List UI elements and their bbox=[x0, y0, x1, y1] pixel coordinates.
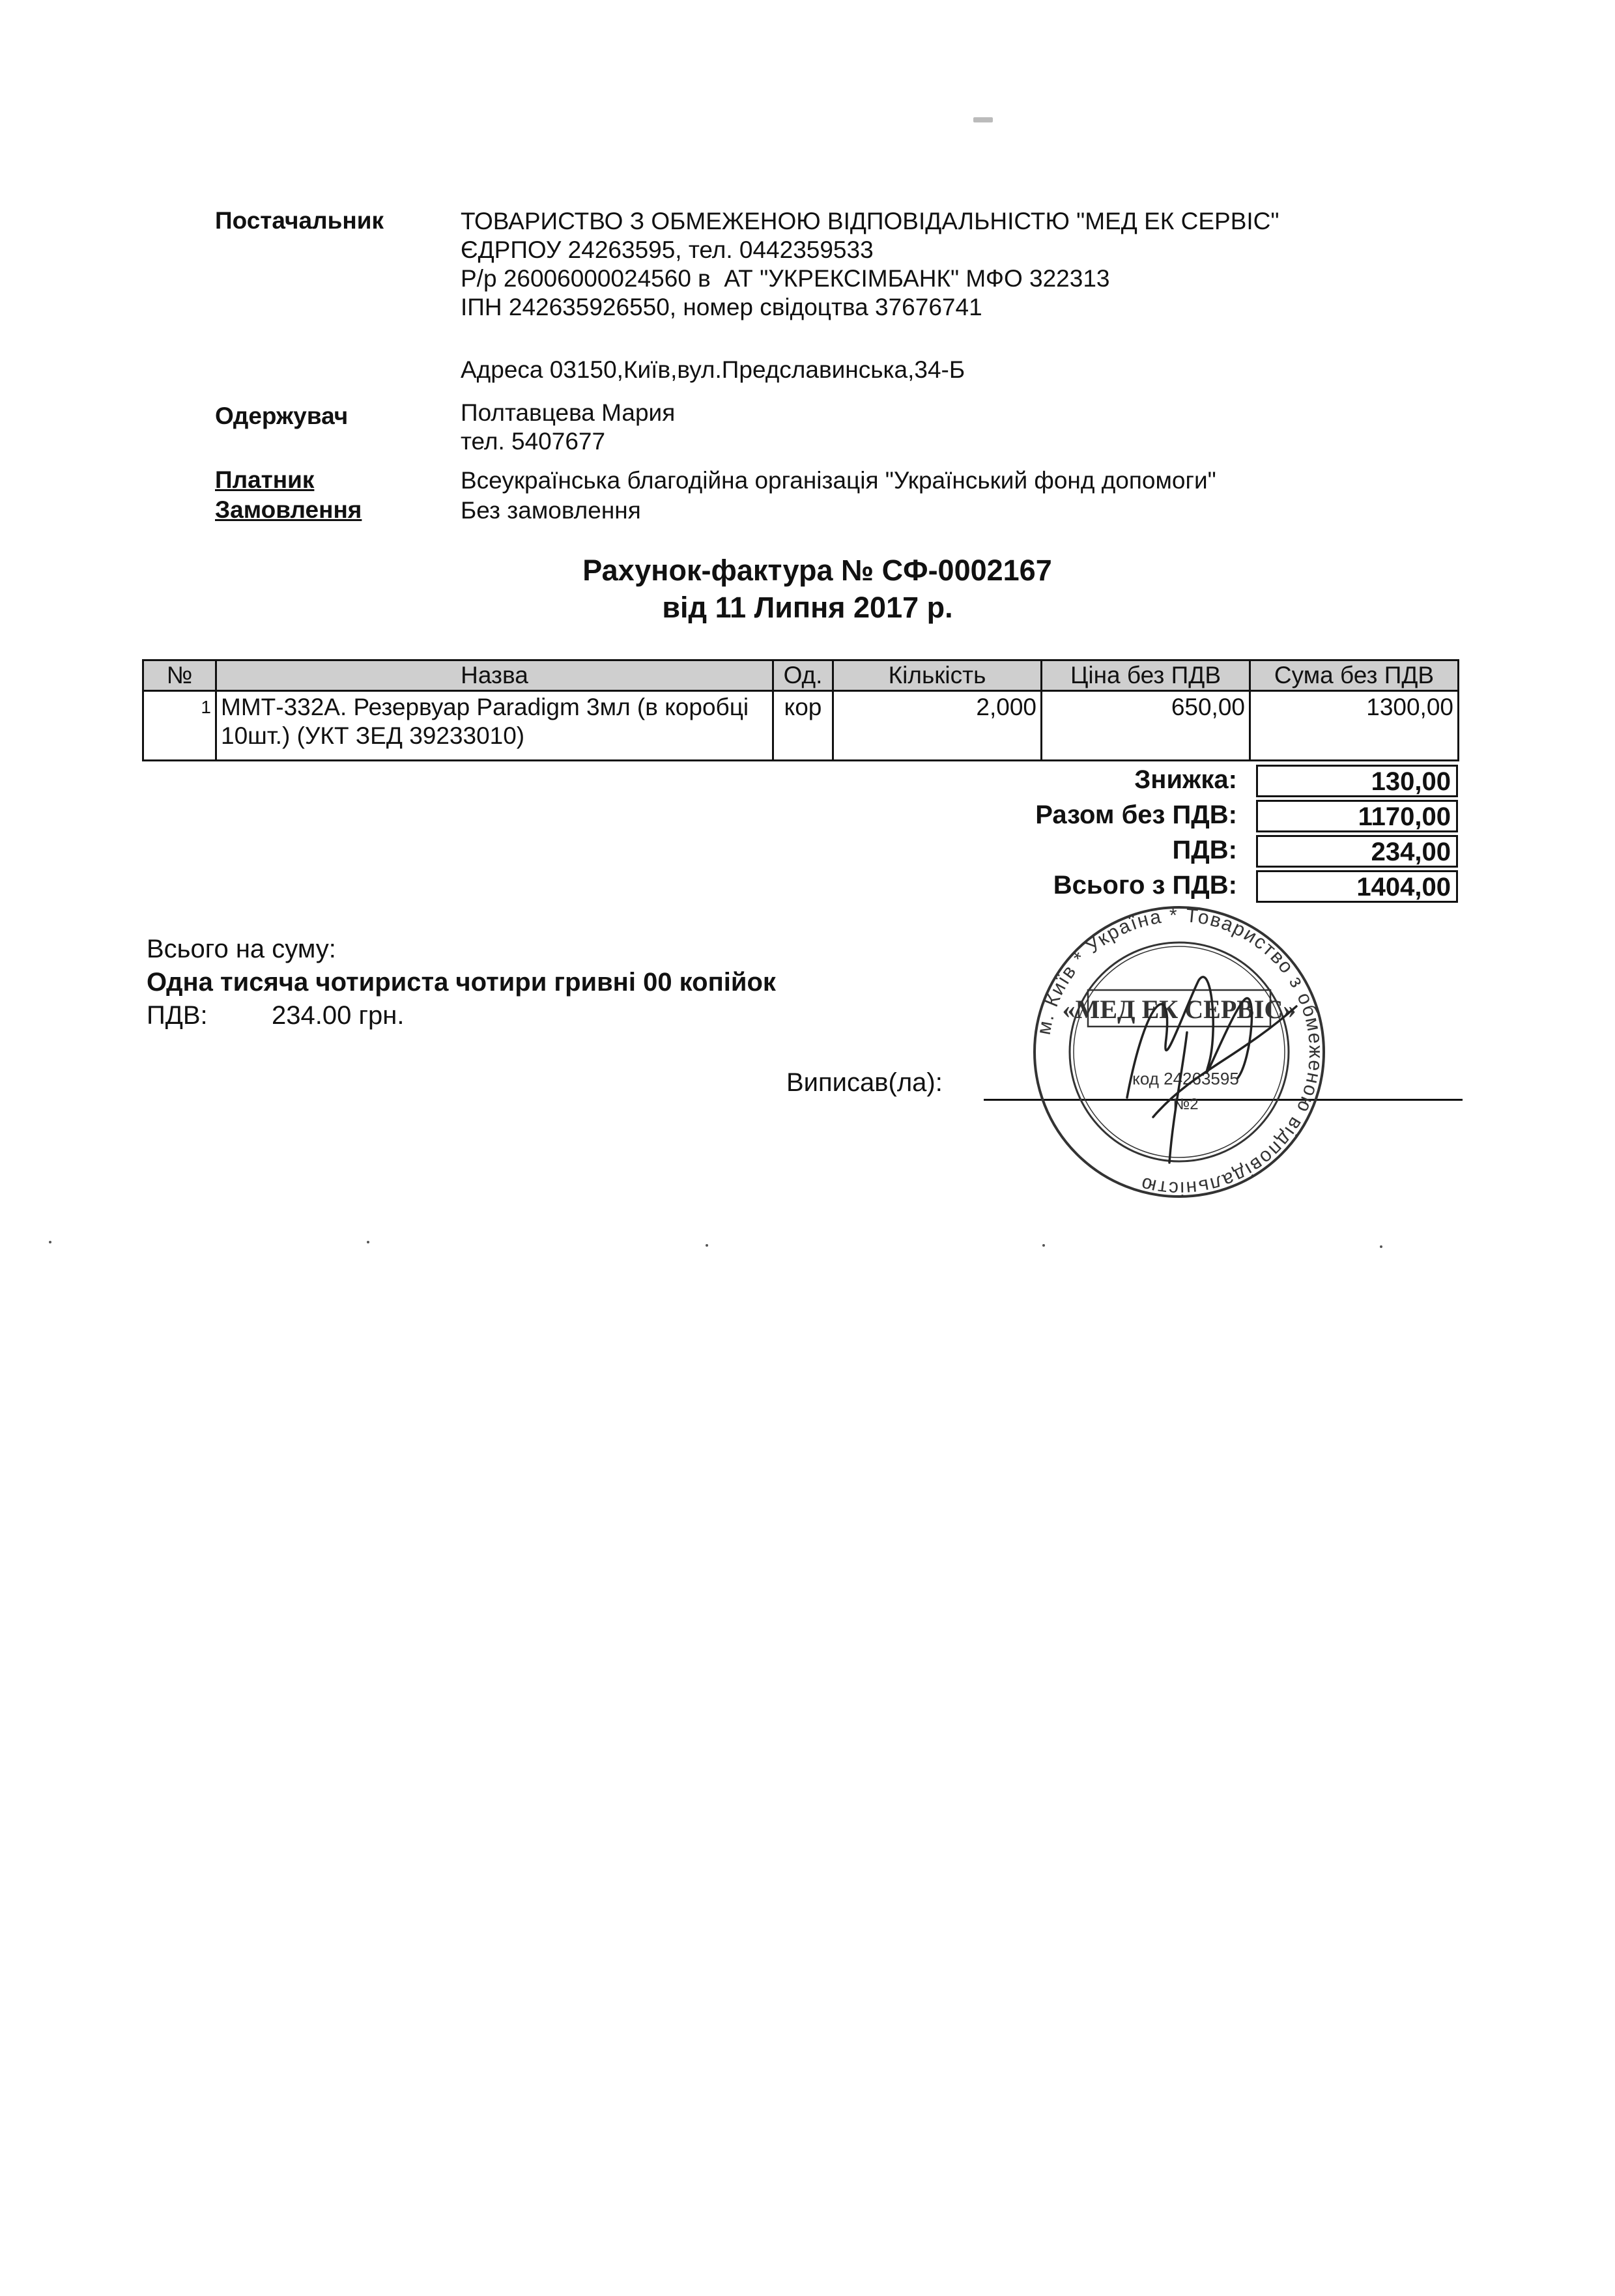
net-total-value: 1170,00 bbox=[1256, 800, 1458, 832]
header-name: Назва bbox=[216, 660, 773, 691]
scan-speck bbox=[1042, 1244, 1045, 1247]
gross-total-value: 1404,00 bbox=[1256, 870, 1458, 903]
scan-speck bbox=[1380, 1245, 1382, 1248]
discount-label: Знижка: bbox=[1134, 765, 1237, 794]
recipient-name: Полтавцева Мария bbox=[461, 399, 676, 426]
row-name: ММТ-332А. Резервуар Paradigm 3мл (в коробці 10шт.) (УКТ ЗЕД 39233010) bbox=[216, 691, 773, 761]
table-row bbox=[143, 691, 1459, 761]
row-unit: кор bbox=[773, 691, 833, 761]
amount-in-words: Одна тисяча чотириста чотири гривні 00 копійок bbox=[147, 968, 776, 997]
row-qty: 2,000 bbox=[833, 691, 1042, 761]
gross-total-label: Всього з ПДВ: bbox=[1053, 871, 1237, 900]
scan-speck bbox=[49, 1241, 51, 1243]
items-table bbox=[142, 659, 1459, 761]
seal-center-text: «МЕД ЕК СЕРВІС» bbox=[1062, 995, 1296, 1024]
supplier-edrpou: ЄДРПОУ 24263595, тел. 0442359533 bbox=[461, 236, 874, 263]
issued-by-label: Виписав(ла): bbox=[786, 1068, 943, 1097]
recipient-label: Одержувач bbox=[215, 403, 349, 429]
vat-total-value: 234,00 bbox=[1256, 835, 1458, 868]
supplier-name: ТОВАРИСТВО З ОБМЕЖЕНОЮ ВІДПОВІДАЛЬНІСТЮ "МЕД ЕК СЕРВІС" bbox=[461, 208, 1279, 234]
header-qty: Кількість bbox=[833, 660, 1042, 691]
invoice-date: від 11 Липня 2017 р. bbox=[662, 591, 953, 624]
supplier-label: Постачальник bbox=[215, 207, 384, 234]
net-total-label: Разом без ПДВ: bbox=[1035, 801, 1237, 829]
vat-words-label: ПДВ: bbox=[147, 1001, 208, 1030]
seal-code-text: код 24263595 bbox=[1132, 1069, 1239, 1088]
company-seal-stamp bbox=[1023, 902, 1336, 1202]
row-sum: 1300,00 bbox=[1250, 691, 1459, 761]
table-header-row bbox=[143, 660, 1459, 691]
recipient-phone: тел. 5407677 bbox=[461, 428, 606, 455]
payer-value: Всеукраїнська благодійна організація "Український фонд допомоги" bbox=[461, 467, 1216, 494]
supplier-address: Адреса 03150,Київ,вул.Предславинська,34-Б bbox=[461, 356, 965, 383]
invoice-title: Рахунок-фактура № СФ-0002167 bbox=[582, 554, 1052, 587]
order-value: Без замовлення bbox=[461, 497, 641, 524]
supplier-tax-id: ІПН 242635926550, номер свідоцтва 37676741 bbox=[461, 294, 982, 320]
supplier-account: Р/р 26006000024560 в АТ "УКРЕКСІМБАНК" МФО 322313 bbox=[461, 265, 1110, 292]
row-price: 650,00 bbox=[1042, 691, 1250, 761]
row-num: 1 bbox=[143, 691, 216, 761]
payer-label: Платник bbox=[215, 466, 315, 493]
header-sum: Сума без ПДВ bbox=[1250, 660, 1459, 691]
header-unit: Од. bbox=[773, 660, 833, 691]
order-label: Замовлення bbox=[215, 496, 362, 523]
header-num: № bbox=[143, 660, 216, 691]
amount-label: Всього на суму: bbox=[147, 935, 336, 963]
header-price: Ціна без ПДВ bbox=[1042, 660, 1250, 691]
seal-number-text: №2 bbox=[1173, 1096, 1199, 1113]
scan-speck bbox=[706, 1244, 708, 1247]
vat-total-label: ПДВ: bbox=[1172, 836, 1237, 864]
scan-speck bbox=[367, 1241, 369, 1243]
vat-words-value: 234.00 грн. bbox=[272, 1001, 405, 1030]
scan-speck bbox=[973, 117, 993, 122]
seal-ring-text: м. Київ * Україна * Товариство з обмеженою відповідальністю bbox=[1033, 904, 1327, 1200]
discount-value: 130,00 bbox=[1256, 765, 1458, 797]
